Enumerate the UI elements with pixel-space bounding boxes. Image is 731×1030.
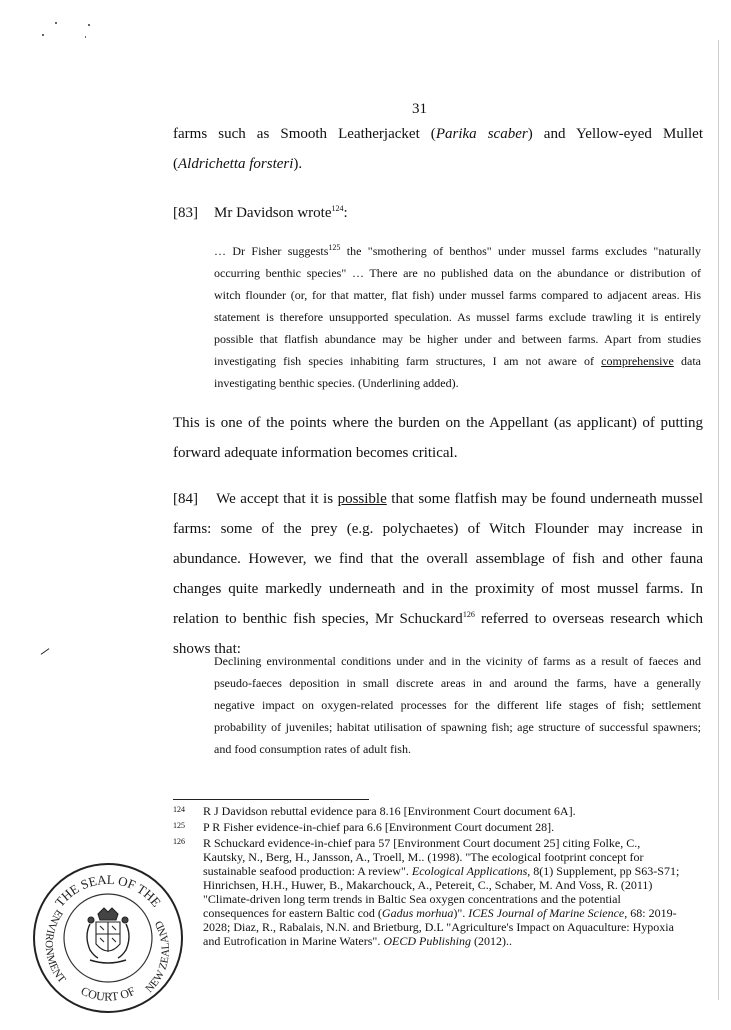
seal-text-left: ENVIRONMENT	[42, 907, 68, 986]
coat-of-arms-icon	[87, 908, 129, 963]
quote-line: and food consumption rates of adult fish.	[214, 742, 411, 756]
footnote-ref[interactable]: 125	[328, 243, 341, 252]
footnote-126	[173, 836, 701, 948]
page-number: 31	[412, 101, 427, 117]
text-line: abundance. However, we find that the overall assemblage of fish and other fauna	[173, 551, 703, 567]
footnote-line: R Schuckard evidence-in-chief para 57 [Environment Court document 25] citing Folke, C.,	[203, 836, 641, 850]
footnote-rule	[173, 799, 369, 800]
footnote-number: 124	[173, 805, 185, 814]
scan-speck	[55, 22, 57, 24]
quote-line: occurring benthic species" … There are no published data on the abundance or distribution of	[214, 266, 701, 280]
paragraph-84	[173, 484, 703, 664]
quote-line: possible that flatfish abundance may be higher under and between farms. Apart from studies	[214, 332, 701, 346]
paragraph-continuation-line2	[173, 149, 302, 179]
paragraph-83	[173, 198, 198, 228]
text-run: :	[343, 205, 348, 221]
footnote-text: R J Davidson rebuttal evidence para 8.16 [Environment Court document 6A].	[203, 804, 576, 818]
footnote-124	[173, 804, 703, 818]
species-name: Aldrichetta forsteri	[178, 156, 294, 172]
quote-line: investigating benthic species. (Underlining added).	[214, 376, 459, 390]
underlined-word: comprehensive	[601, 354, 674, 368]
text-line: farms: some of the prey (e.g. polychaetes) of Witch Flounder may increase in	[173, 521, 703, 537]
svg-text:THE SEAL OF THE	[52, 872, 164, 910]
paragraph-burden	[173, 408, 703, 468]
block-quote-research	[214, 650, 701, 760]
footnote-line: and Eutrofication in Marine Waters". OECD Publishing (2012)..	[203, 934, 512, 948]
paragraph-83-text	[214, 198, 348, 228]
footnote-line: "Climate-driven long term trends in Baltic Sea oxygen concentrations and the potential	[203, 892, 621, 906]
footnote-ref[interactable]: 124	[331, 204, 344, 213]
footnote-line: consequences for eastern Baltic cod (Gadus morhua)". ICES Journal of Marine Science, 68: 2019-	[203, 906, 677, 920]
quote-line: … Dr Fisher suggests$^{125}$ the "smothering of benthos" under mussel farms excludes "naturally	[214, 243, 701, 258]
quote-line: statement is therefore unsupported speculation. As mussel farms exclude trawling it is entirely	[214, 310, 701, 324]
underlined-word: possible	[337, 491, 387, 507]
quote-line: negative impact on oxygen-related processes for the different life stages of fish; settlement	[214, 698, 701, 712]
seal-text-right: NEW ZEALAND	[143, 918, 173, 996]
court-seal	[28, 858, 188, 1018]
scan-speck	[42, 34, 44, 36]
seal-text-bottom: COURT OF	[78, 983, 138, 1004]
svg-text:COURT OF	[79, 984, 138, 1004]
scan-speck	[88, 24, 90, 26]
text-run: Mr Davidson wrote	[214, 205, 332, 221]
footnote-number: 125	[173, 821, 185, 830]
species-name: Parika scaber	[435, 126, 528, 142]
quote-line: witch flounder (or, for that matter, flat fish) under mussel farms compared to adjacent areas. His	[214, 288, 701, 302]
text-line: forward adequate information becomes critical.	[173, 445, 458, 461]
seal-text-top: THE SEAL OF THE	[51, 871, 165, 910]
paragraph-number: [83]	[173, 205, 198, 221]
footnote-number: 126	[173, 837, 185, 846]
footnote-125	[173, 820, 703, 834]
quote-line: Declining environmental conditions under and in the vicinity of farms as a result of faeces and	[214, 654, 701, 668]
text-run: ).	[293, 156, 303, 172]
paragraph-continuation	[173, 119, 703, 149]
quote-line: investigating fish species inhabiting farm structures, I am not aware of comprehensive data	[214, 354, 701, 368]
text-run: farms such as Smooth Leatherjacket (	[173, 126, 436, 142]
footnote-line: 2028; Diaz, R., Rabalais, N.N. and Brietburg, D.L "Agriculture's Impact on Aquaculture: Hypoxia	[203, 920, 674, 934]
footnote-ref[interactable]: 126	[462, 610, 475, 619]
quote-line: pseudo-faeces deposition in small discrete areas in and around the farms, have a generally	[214, 676, 701, 690]
text-line: shows that:	[173, 641, 241, 657]
margin-mark	[41, 648, 50, 655]
footnote-line: sustainable seafood production: A review". Ecological Applications, 8(1) Supplement, pp S63-S71;	[203, 864, 680, 878]
footnote-text: P R Fisher evidence-in-chief para 6.6 [Environment Court document 28].	[203, 820, 555, 834]
quote-line: probability of juveniles; habitat utilisation of spawning fish; age structure of successful spawners;	[214, 720, 701, 734]
text-line: relation to benthic fish species, Mr Schuckard$^{126}$ referred to overseas research which	[173, 610, 703, 627]
scan-edge-line	[718, 40, 719, 1000]
footnote-line: Hinrichsen, H.H., Huwer, B., Makarchouck, A., Petereit, C., Schaber, M. And Voss, R. (2011)	[203, 878, 653, 892]
text-run: ) and Yellow-eyed Mullet	[527, 126, 704, 142]
text-line: changes quite markedly underneath and in the proximity of most mussel farms. In	[173, 581, 703, 597]
footnote-line: Kautsky, N., Berg, H., Jansson, A., Troell, M.. (1998). "The ecological footprint concept for	[203, 850, 644, 864]
block-quote-davidson	[214, 240, 701, 394]
scan-speck	[85, 36, 86, 38]
paragraph-number: [84]	[173, 491, 198, 507]
text-line: [84] We accept that it is possible that some flatfish may be found underneath mussel	[173, 491, 703, 507]
text-run: (	[173, 156, 178, 172]
text-line: This is one of the points where the burden on the Appellant (as applicant) of putting	[173, 415, 703, 431]
